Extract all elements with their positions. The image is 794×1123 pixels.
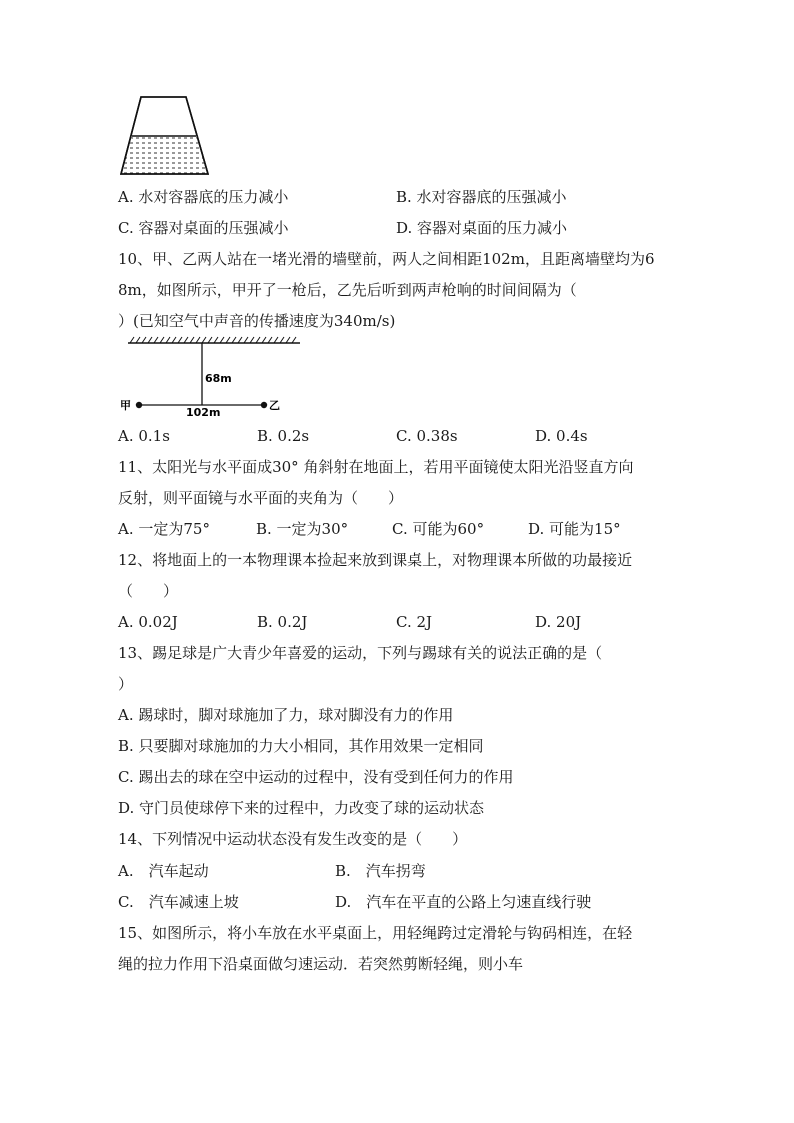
- q14-option-a: A. 汽车起动: [118, 862, 209, 880]
- q10-text-line2: 8m，如图所示，甲开了一枪后，乙先后听到两声枪响的时间间隔为（: [118, 281, 577, 299]
- q10-option-c: C. 0.38s: [396, 427, 458, 445]
- q13-text-line2: ）: [118, 675, 134, 693]
- q10-option-a: A. 0.1s: [118, 427, 170, 445]
- q14-option-c: C. 汽车减速上坡: [118, 893, 239, 911]
- person-yi-label: 乙: [269, 399, 280, 412]
- q10-option-b: B. 0.2s: [257, 427, 310, 445]
- q10-text-line3: ）(已知空气中声音的传播速度为340m/s): [118, 312, 396, 330]
- wall-figure: [118, 335, 308, 420]
- q13-option-c: C. 踢出去的球在空中运动的过程中，没有受到任何力的作用: [118, 768, 514, 786]
- q14-option-b: B. 汽车拐弯: [335, 862, 426, 880]
- q15-text-line1: 15、如图所示，将小车放在水平桌面上，用轻绳跨过定滑轮与钩码相连，在轻: [118, 924, 633, 942]
- q13-option-b: B. 只要脚对球施加的力大小相同，其作用效果一定相同: [118, 737, 484, 755]
- q10-text-line1: 10、甲、乙两人站在一堵光滑的墙壁前，两人之间相距102m，且距离墙壁均为6: [118, 250, 655, 268]
- distance-label: 102m: [186, 406, 221, 419]
- q9-option-a: A. 水对容器底的压力减小: [118, 188, 289, 206]
- q11-text-line1: 11、太阳光与水平面成30° 角斜射在地面上，若用平面镜使太阳光沿竖直方向: [118, 458, 634, 476]
- q15-text-line2: 绳的拉力作用下沿桌面做匀速运动．若突然剪断轻绳，则小车: [118, 955, 524, 973]
- q11-text-line2: 反射，则平面镜与水平面的夹角为（ ）: [118, 489, 404, 507]
- q14-text-line1: 14、下列情况中运动状态没有发生改变的是（ ）: [118, 830, 468, 848]
- container-figure: [118, 96, 212, 178]
- q11-option-b: B. 一定为30°: [256, 520, 349, 538]
- q11-option-c: C. 可能为60°: [392, 520, 485, 538]
- q11-option-d: D. 可能为15°: [528, 520, 621, 538]
- q12-text-line1: 12、将地面上的一本物理课本捡起来放到课桌上，对物理课本所做的功最接近: [118, 551, 633, 569]
- q13-text-line1: 13、踢足球是广大青少年喜爱的运动，下列与踢球有关的说法正确的是（: [118, 644, 603, 662]
- q14-option-d: D. 汽车在平直的公路上匀速直线行驶: [335, 893, 592, 911]
- q13-option-d: D. 守门员使球停下来的过程中，力改变了球的运动状态: [118, 799, 485, 817]
- q12-option-a: A. 0.02J: [118, 613, 178, 631]
- q11-option-a: A. 一定为75°: [118, 520, 210, 538]
- q12-option-d: D. 20J: [535, 613, 582, 631]
- q12-text-line2: （ ）: [118, 582, 179, 600]
- q9-option-d: D. 容器对桌面的压力减小: [396, 219, 568, 237]
- q10-option-d: D. 0.4s: [535, 427, 588, 445]
- q12-option-c: C. 2J: [396, 613, 433, 631]
- q9-option-b: B. 水对容器底的压强减小: [396, 188, 567, 206]
- person-jia-label: 甲: [120, 399, 131, 412]
- q9-option-c: C. 容器对桌面的压强减小: [118, 219, 289, 237]
- height-label: 68m: [205, 372, 232, 385]
- q12-option-b: B. 0.2J: [257, 613, 308, 631]
- q13-option-a: A. 踢球时，脚对球施加了力，球对脚没有力的作用: [118, 706, 454, 724]
